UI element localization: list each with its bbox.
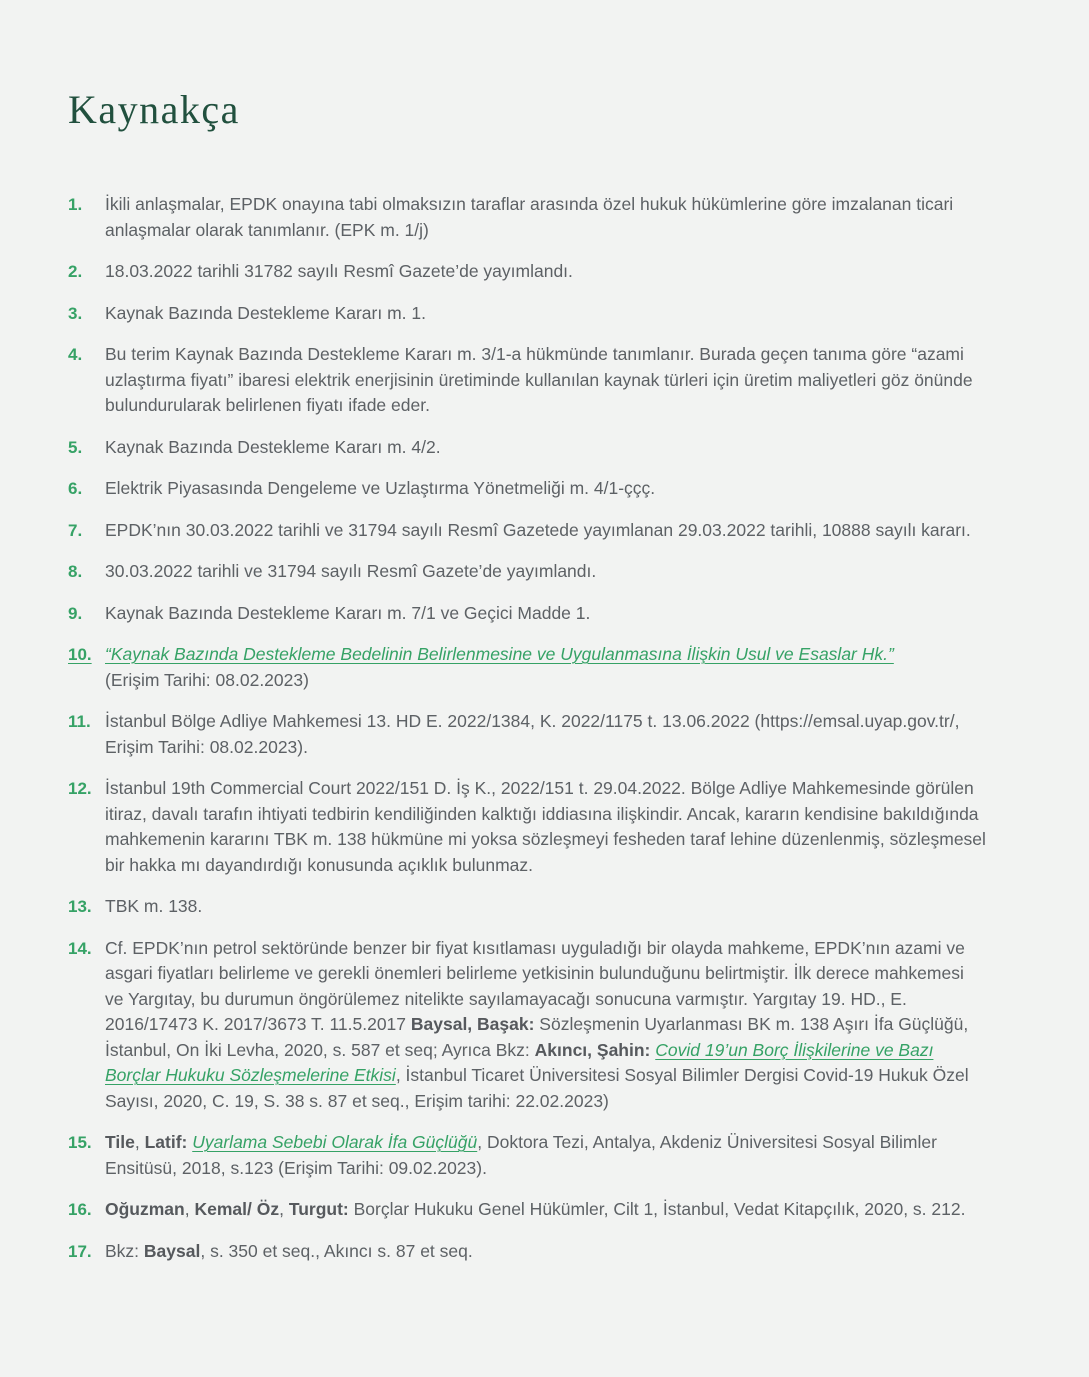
reference-text-segment: , İstanbul Ticaret Üniversitesi Sosyal Bilimler Dergisi Covid-19 Hukuk Özel Sayısı, 2020, C. 19, S. 38 s. 87 et seq., Erişim tarihi: 22.02.2023) (105, 1065, 969, 1111)
reference-number: 7. (68, 520, 83, 540)
reference-link[interactable]: Uyarlama Sebebi Olarak İfa Güçlüğü (192, 1132, 478, 1152)
reference-number: 2. (68, 262, 83, 281)
reference-text (105, 709, 986, 760)
reference-link[interactable]: Covid 19’un Borç İlişkilerine ve Bazı Borçlar Hukuku Sözleşmelerine Etkisi (105, 1039, 934, 1085)
reference-item (68, 1197, 989, 1223)
reference-item (68, 1239, 989, 1265)
reference-item (68, 518, 989, 544)
reference-text-segment: TBK m. 138. (105, 896, 203, 916)
reference-text (105, 301, 426, 327)
reference-number: 1. (68, 195, 83, 214)
reference-number: 5. (68, 437, 83, 457)
reference-number: 12. (68, 779, 92, 798)
reference-number: 15. (68, 1133, 92, 1152)
reference-number[interactable]: 10. (68, 645, 92, 664)
reference-text (105, 518, 971, 544)
reference-text-segment: Sözleşmenin Uyarlanması BK m. 138 Aşırı İfa Güçlüğü, İstanbul, On İki Levha, 2020, s. 587 et seq; Ayrıca Bkz: (105, 1014, 969, 1060)
reference-text-segment: , s. 350 et seq., Akıncı s. 87 et seq. (200, 1240, 473, 1261)
reference-text-segment: İkili anlaşmalar, EPDK onayına tabi olmaksızın taraflar arasında özel hukuk hükümlerine göre imzalanan ticari anlaşmalar olarak tanımlanır. (EPK m. 1/j) (105, 194, 954, 240)
reference-item (68, 601, 989, 627)
reference-text-segment: 30.03.2022 tarihli ve 31794 sayılı Resmî Gazete’de yayımlandı. (105, 561, 597, 581)
reference-author: Turgut: (288, 1199, 349, 1219)
reference-number: 3. (68, 303, 83, 323)
reference-item (68, 435, 989, 461)
reference-author: Oğuzman (105, 1199, 185, 1219)
reference-text-segment: İstanbul 19th Commercial Court 2022/151 D. İş K., 2022/151 t. 29.04.2022. Bölge Adliye Mahkemesinde görülen itiraz, davalı tarafın ihtiyati tedbirin kendiliğinden kalktığı iddiasına ilişkindir. Ancak, kararın kendisine bakıldığında mahkemenin kararını TBK m. 138 hükmüne mi yoksa sözleşmeyi fesheden taraf lehine düzenlenmiş, sözleşmesel bir hakka mı dayandırdığı konusunda açıklık bulunmaz. (105, 778, 986, 875)
reference-item (68, 1130, 989, 1181)
reference-text (105, 342, 986, 419)
reference-text (105, 601, 590, 627)
reference-text-segment: Bkz: (105, 1240, 144, 1261)
reference-number: 13. (68, 897, 92, 916)
reference-text-segment: Cf. EPDK’nın petrol sektöründe benzer bir fiyat kısıtlaması uyguladığı bir olayda mahkeme, EPDK’nın azami ve asgari fiyatları belirleme ve gerekli önemleri belirleme yetkisinin bulunduğunu belirtmiştir. İlk derece mahkemesi ve Yargıtay, bu durumun öngörülemez nitelikte sayılamayacağı sonucuna varmıştır. Yargıtay 19. HD., E. 2016/17473 K. 2017/3673 T. 11.5.2017 (105, 937, 965, 1034)
reference-text (105, 435, 441, 461)
reference-text-segment: Kaynak Bazında Destekleme Kararı m. 1. (105, 302, 426, 323)
reference-number: 4. (68, 345, 83, 364)
reference-text (105, 642, 894, 693)
reference-text (105, 192, 986, 243)
reference-number: 9. (68, 603, 83, 623)
reference-item (68, 259, 989, 285)
reference-text (105, 776, 986, 878)
reference-number: 11. (68, 712, 91, 731)
reference-text-segment: Bu terim Kaynak Bazında Destekleme Kararı m. 3/1-a hükmünde tanımlanır. Burada geçen tanıma göre “azami uzlaştırma fiyatı” ibaresi elektrik enerjisinin üretiminde kullanılan kaynak türleri için üretim maliyetleri göz önünde bulundurularak belirlenen fiyatı ifade eder. (105, 344, 973, 415)
reference-item (68, 559, 989, 585)
reference-text-segment: Elektrik Piyasasında Dengeleme ve Uzlaştırma Yönetmeliği m. 4/1-ççç. (105, 478, 656, 498)
reference-text (105, 476, 655, 502)
reference-text-segment: İstanbul Bölge Adliye Mahkemesi 13. HD E. 2022/1384, K. 2022/1175 t. 13.06.2022 (https://emsal.uyap.gov.tr/, Erişim Tarihi: 08.02.2023). (105, 711, 960, 757)
reference-text (105, 894, 202, 920)
reference-number: 6. (68, 479, 83, 498)
reference-author: Latif: (144, 1132, 188, 1152)
reference-text-segment: , (184, 1199, 195, 1219)
reference-text (105, 1239, 473, 1265)
reference-author: Baysal (143, 1240, 201, 1261)
reference-item (68, 642, 989, 693)
reference-text-segment: (Erişim Tarihi: 08.02.2023) (105, 669, 309, 690)
reference-item (68, 936, 989, 1115)
reference-item (68, 776, 989, 878)
reference-text-segment: EPDK’nın 30.03.2022 tarihli ve 31794 sayılı Resmî Gazetede yayımlanan 29.03.2022 tarihli, 10888 sayılı kararı. (105, 519, 971, 540)
reference-author: Baysal, Başak: (410, 1014, 535, 1034)
reference-text-segment: Borçlar Hukuku Genel Hükümler, Cilt 1, İstanbul, Vedat Kitapçılık, 2020, s. 212. (348, 1199, 966, 1219)
reference-item (68, 709, 989, 760)
reference-text-segment: 18.03.2022 tarihli 31782 sayılı Resmî Gazete’de yayımlandı. (105, 261, 573, 281)
reference-number: 8. (68, 562, 83, 581)
references-list (68, 192, 989, 1264)
reference-text-segment: Kaynak Bazında Destekleme Kararı m. 7/1 ve Geçici Madde 1. (105, 602, 591, 623)
reference-item (68, 476, 989, 502)
reference-text-segment: Kaynak Bazında Destekleme Kararı m. 4/2. (105, 436, 441, 457)
reference-text-segment: , (134, 1132, 145, 1152)
page-title: Kaynakça (68, 87, 240, 132)
reference-link[interactable]: “Kaynak Bazında Destekleme Bedelinin Belirlenmesine ve Uygulanmasına İlişkin Usul ve Esaslar Hk.” (105, 644, 894, 664)
reference-text (105, 559, 596, 585)
reference-text (105, 1130, 986, 1181)
reference-item (68, 342, 989, 419)
reference-number: 16. (68, 1200, 92, 1219)
reference-text (105, 259, 573, 285)
reference-author: Akıncı, Şahin: (534, 1039, 651, 1060)
reference-text-segment: , Doktora Tezi, Antalya, Akdeniz Üniversitesi Sosyal Bilimler Ensitüsü, 2018, s.123 (Erişim Tarihi: 09.02.2023). (105, 1132, 937, 1178)
reference-text (105, 1197, 965, 1223)
reference-author: Kemal/ Öz (194, 1199, 280, 1219)
reference-text-segment: , (279, 1199, 289, 1219)
reference-item (68, 301, 989, 327)
reference-item (68, 894, 989, 920)
reference-number: 14. (68, 938, 92, 958)
reference-item (68, 192, 989, 243)
reference-text (105, 936, 986, 1115)
reference-author: Tile (105, 1132, 135, 1152)
reference-number: 17. (68, 1241, 92, 1261)
